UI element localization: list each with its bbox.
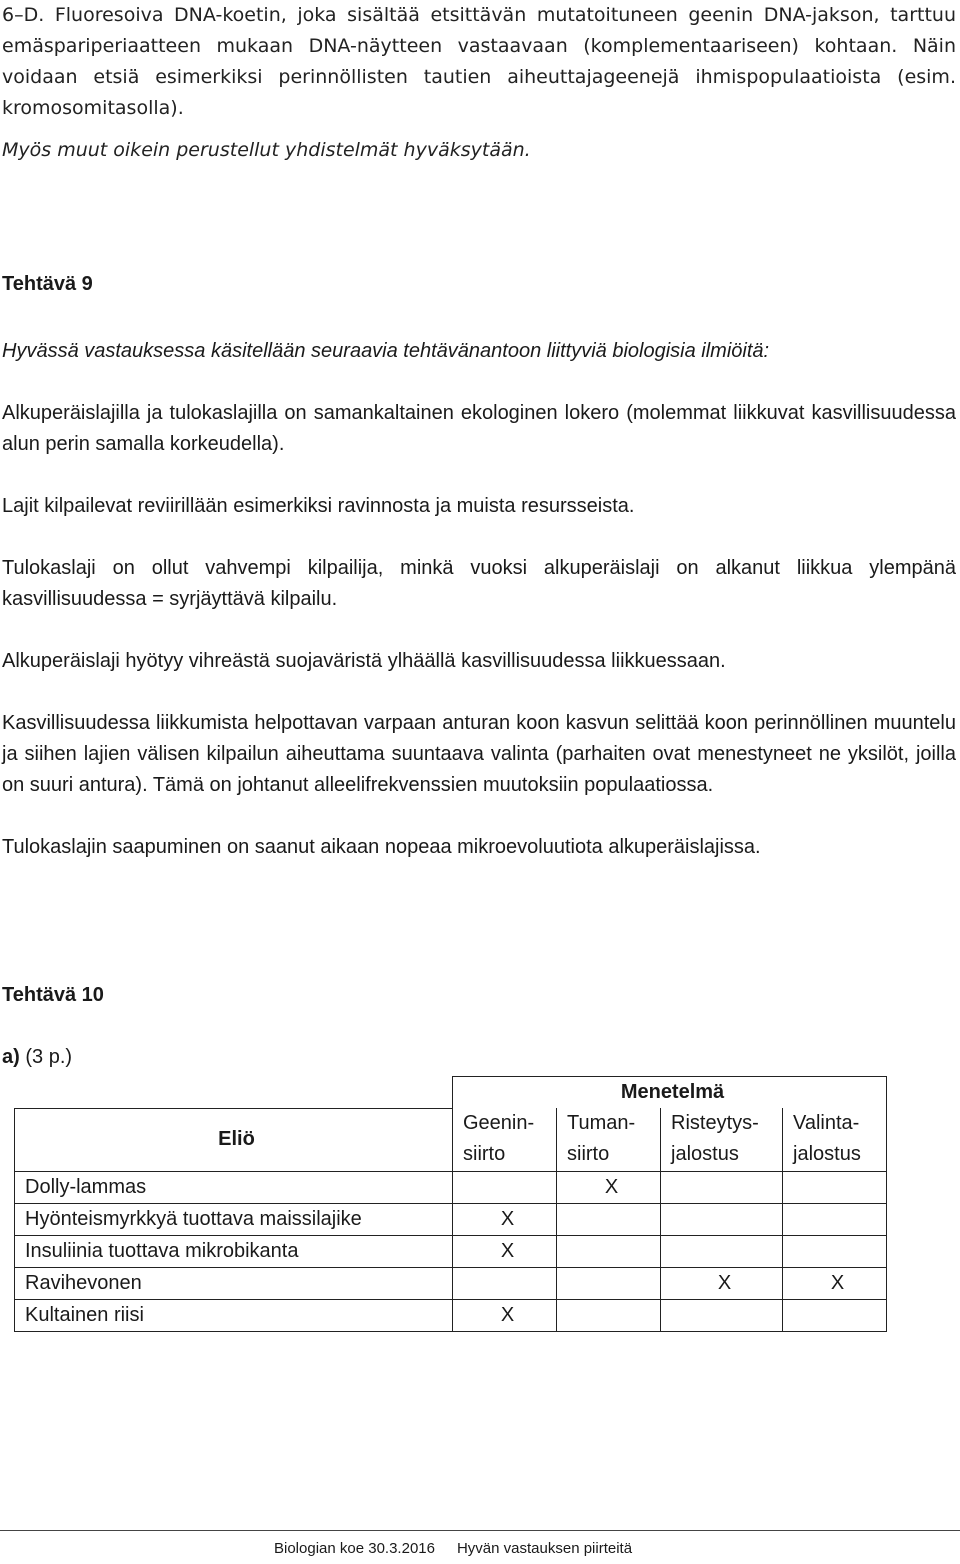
mark-cell: X — [453, 1203, 557, 1235]
task9-title: Tehtävä 9 — [2, 273, 93, 295]
mark-cell — [557, 1299, 661, 1331]
mark-cell — [661, 1299, 783, 1331]
table-row — [15, 1171, 887, 1203]
organism-cell: Dolly-lammas — [15, 1171, 453, 1203]
intro-paragraph: 6–D. Fluoresoiva DNA-koetin, joka sisältää etsittävän mutatoituneen geenin DNA-jakson, tarttuu emäspariperiaatteen mukaan DNA-näytteen vastaavaan (komplementaariseen) kohtaan. Näin voidaan etsiä esimerkiksi perinnöllisten tautien aiheuttajageenejä ihmispopulaatioista (esim. kromosomitasolla). — [2, 4, 956, 119]
task9-point: Tulokaslajin saapuminen on saanut aikaan nopeaa mikroevoluutiota alkuperäislajissa. — [2, 836, 761, 858]
task9-point: Tulokaslaji on ollut vahvempi kilpailija, minkä vuoksi alkuperäislaji on alkanut liikkua ylempänä kasvillisuudessa = syrjäyttävä kilpailu. — [2, 557, 956, 610]
method-header: Geenin- siirto — [453, 1108, 557, 1171]
sub-label: a) — [2, 1046, 20, 1068]
mark-cell — [783, 1171, 887, 1203]
mark-cell — [783, 1235, 887, 1267]
task9-point: Kasvillisuudessa liikkumista helpottavan varpaan anturan koon kasvun selittää koon perinnöllinen muuntelu ja siihen lajien välisen kilpailun aiheuttama suuntaava valinta (parhaiten ovat menestyneet ne yksilöt, joilla on suuri antura). Tämä on johtanut alleelifrekvenssien muutoksiin populaatiossa. — [2, 712, 956, 796]
mark-cell: X — [783, 1267, 887, 1299]
footer-doc: Hyvän vastauksen piirteitä — [456, 1540, 633, 1557]
table-corner — [15, 1077, 453, 1109]
mark-cell — [661, 1171, 783, 1203]
method-header: Valinta- jalostus — [783, 1108, 887, 1171]
footer — [274, 1540, 632, 1557]
intro-section — [2, 0, 956, 166]
organism-cell: Hyönteismyrkkyä tuottava maissilajike — [15, 1203, 453, 1235]
mark-cell: X — [453, 1235, 557, 1267]
footer-rule — [0, 1530, 960, 1531]
mark-cell — [661, 1235, 783, 1267]
mark-cell: X — [661, 1267, 783, 1299]
organism-header: Eliö — [15, 1108, 453, 1171]
task10-title: Tehtävä 10 — [2, 984, 104, 1006]
table-row — [15, 1203, 887, 1235]
organism-cell: Ravihevonen — [15, 1267, 453, 1299]
task9-point: Alkuperäislaji hyötyy vihreästä suojaväristä ylhäällä kasvillisuudessa liikkuessaan. — [2, 650, 726, 672]
mark-cell — [783, 1203, 887, 1235]
table-row — [15, 1235, 887, 1267]
mark-cell — [557, 1267, 661, 1299]
mark-cell — [557, 1235, 661, 1267]
table-row — [15, 1299, 887, 1331]
task9-point: Lajit kilpailevat reviirillään esimerkiksi ravinnosta ja muista resursseista. — [2, 495, 635, 517]
mark-cell — [453, 1171, 557, 1203]
mark-cell — [557, 1203, 661, 1235]
method-header: Risteytys- jalostus — [661, 1108, 783, 1171]
mark-cell — [783, 1299, 887, 1331]
method-group-header: Menetelmä — [453, 1077, 887, 1109]
mark-cell: X — [557, 1171, 661, 1203]
task10-subheading — [2, 1046, 72, 1069]
intro-note: Myös muut oikein perustellut yhdistelmät hyväksytään. — [2, 139, 531, 161]
organism-cell: Insuliinia tuottava mikrobikanta — [15, 1235, 453, 1267]
mark-cell: X — [453, 1299, 557, 1331]
method-header: Tuman- siirto — [557, 1108, 661, 1171]
footer-exam: Biologian koe 30.3.2016 — [274, 1540, 435, 1557]
sub-points: (3 p.) — [25, 1046, 73, 1068]
mark-cell — [453, 1267, 557, 1299]
task9-body — [2, 336, 956, 894]
methods-table — [14, 1076, 887, 1332]
mark-cell — [661, 1203, 783, 1235]
table-row — [15, 1267, 887, 1299]
task9-lead: Hyvässä vastauksessa käsitellään seuraavia tehtävänantoon liittyviä biologisia ilmiöitä: — [2, 340, 770, 362]
organism-cell: Kultainen riisi — [15, 1299, 453, 1331]
task9-point: Alkuperäislajilla ja tulokaslajilla on samankaltainen ekologinen lokero (molemmat liikkuvat kasvillisuudessa alun perin samalla korkeudella). — [2, 402, 956, 455]
